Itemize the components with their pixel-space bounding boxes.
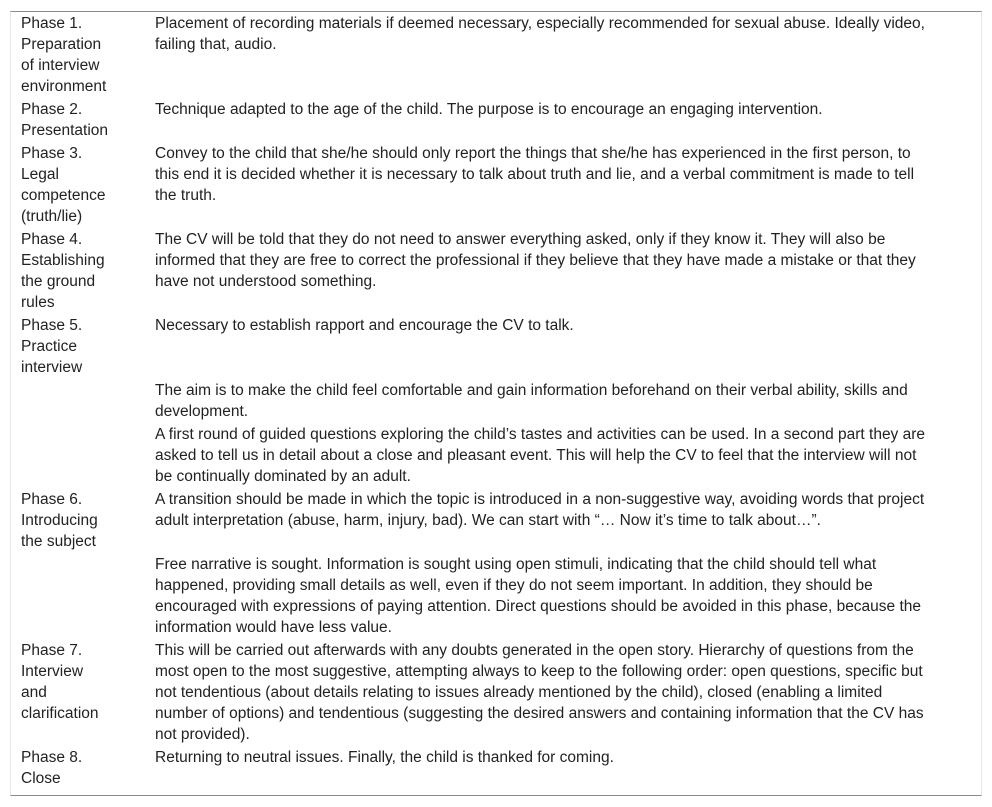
- phase-description: [155, 143, 955, 206]
- description-line: adult interpretation (abuse, harm, injury, bad). We can start with “… Now it’s time to talk about…”.: [155, 512, 821, 529]
- description-line: The aim is to make the child feel comfortable and gain information beforehand on their verbal ability, skills and: [155, 382, 908, 399]
- description-line: be continually dominated by an adult.: [155, 468, 411, 485]
- description-line: the truth.: [155, 187, 217, 204]
- phase-description: [155, 13, 955, 55]
- phase-label: [21, 489, 141, 552]
- phase-label-line: Phase 4.: [21, 231, 83, 248]
- description-line: development.: [155, 403, 249, 420]
- phase-label: [21, 747, 141, 789]
- phase-label-line: Phase 5.: [21, 317, 83, 334]
- description-line: have not understood something.: [155, 273, 377, 290]
- phase-description: [155, 747, 955, 768]
- description-line: Returning to neutral issues. Finally, the child is thanked for coming.: [155, 749, 614, 766]
- phase-label-line: Phase 7.: [21, 642, 83, 659]
- phase-label-line: Presentation: [21, 122, 109, 139]
- phase-label-line: rules: [21, 294, 55, 311]
- description-line: asked to tell us in detail about a close and pleasant event. This will help the CV to feel that the interview will not: [155, 447, 917, 464]
- phase-label-line: Phase 2.: [21, 101, 83, 118]
- phase-description: [155, 380, 955, 422]
- description-line: not provided).: [155, 726, 250, 743]
- phase-label-line: interview: [21, 359, 83, 376]
- phase-label-line: Interview: [21, 663, 84, 680]
- phase-label-line: of interview: [21, 57, 100, 74]
- phase-label-line: (truth/lie): [21, 208, 83, 225]
- description-line: A transition should be made in which the topic is introduced in a non-suggestive way, avoiding words that project: [155, 491, 925, 508]
- description-line: This will be carried out afterwards with any doubts generated in the open story. Hierarchy of questions from the: [155, 642, 914, 659]
- phase-label-line: Phase 1.: [21, 15, 83, 32]
- phase-description: [155, 554, 955, 638]
- description-line: Free narrative is sought. Information is sought using open stimuli, indicating that the child should tell what: [155, 556, 877, 573]
- description-line: informed that they are free to correct the professional if they believe that they have made a mistake or that they: [155, 252, 916, 269]
- phase-label: [21, 99, 141, 141]
- phase-label-line: Phase 6.: [21, 491, 83, 508]
- phase-label-line: Establishing: [21, 252, 105, 269]
- description-line: most open to the most suggestive, attempting always to keep to the following order: open questions, specific but: [155, 663, 923, 680]
- phase-description: [155, 424, 955, 487]
- description-line: information would have less value.: [155, 619, 392, 636]
- phase-description: [155, 229, 955, 292]
- phase-label-line: the subject: [21, 533, 96, 550]
- phase-description: [155, 640, 955, 745]
- phase-label-line: environment: [21, 78, 107, 95]
- phase-label-line: Practice: [21, 338, 77, 355]
- description-line: Technique adapted to the age of the child. The purpose is to encourage an engaging intervention.: [155, 101, 823, 118]
- phase-label: [21, 13, 141, 97]
- phase-description: [155, 315, 955, 336]
- phase-label: [21, 143, 141, 227]
- description-line: number of options) and tendentious (suggesting the desired answers and containing information that the CV has: [155, 705, 924, 722]
- phase-label-line: clarification: [21, 705, 99, 722]
- phase-label-line: Close: [21, 770, 61, 787]
- description-line: A first round of guided questions exploring the child’s tastes and activities can be used. In a second part they are: [155, 426, 926, 443]
- phase-label-line: Phase 8.: [21, 749, 83, 766]
- phase-label-line: Phase 3.: [21, 145, 83, 162]
- phase-label: [21, 640, 141, 724]
- description-line: not tendentious (about details relating to issues already mentioned by the child), closed (enabling a limited: [155, 684, 883, 701]
- phase-label-line: the ground: [21, 273, 96, 290]
- phase-label-line: competence: [21, 187, 106, 204]
- phase-label: [21, 315, 141, 378]
- description-line: Necessary to establish rapport and encourage the CV to talk.: [155, 317, 574, 334]
- phase-description: [155, 489, 955, 531]
- description-line: encouraged with expressions of paying attention. Direct questions should be avoided in this phase, because the: [155, 598, 922, 615]
- description-line: Placement of recording materials if deemed necessary, especially recommended for sexual abuse. Ideally video,: [155, 15, 925, 32]
- description-line: happened, providing small details as well, even if they do not seem important. In addition, they should be: [155, 577, 873, 594]
- description-line: Convey to the child that she/he should only report the things that she/he has experienced in the first person, to: [155, 145, 911, 162]
- phase-label-line: Introducing: [21, 512, 98, 529]
- phase-label-line: Legal: [21, 166, 59, 183]
- phase-label-line: and: [21, 684, 47, 701]
- phase-label-line: Preparation: [21, 36, 102, 53]
- phase-description: [155, 99, 955, 120]
- description-line: this end it is decided whether it is necessary to talk about truth and lie, and a verbal commitment is made to tell: [155, 166, 915, 183]
- phase-label: [21, 229, 141, 313]
- description-line: failing that, audio.: [155, 36, 277, 53]
- description-line: The CV will be told that they do not need to answer everything asked, only if they know it. They will also be: [155, 231, 886, 248]
